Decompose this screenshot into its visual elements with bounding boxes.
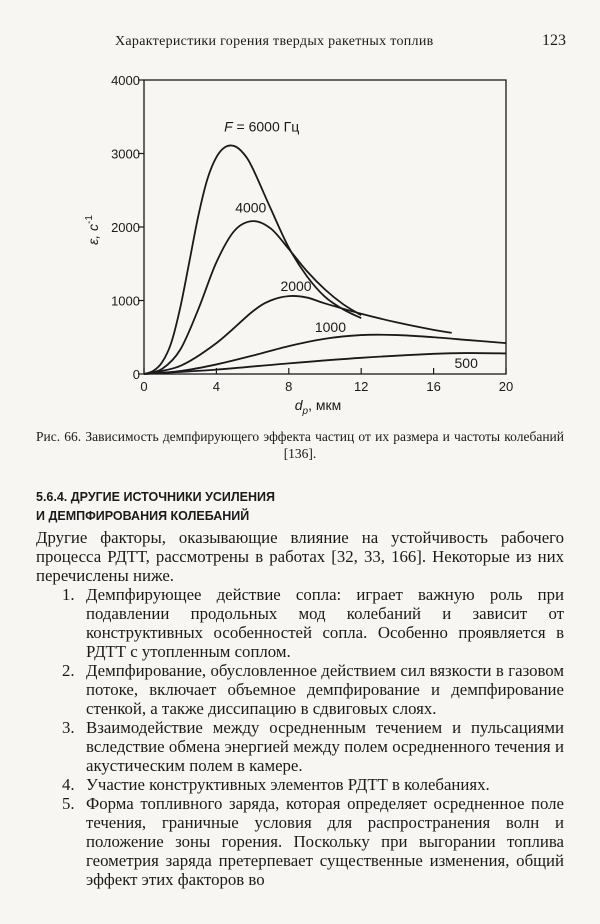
list-item-number: 4. [62,775,75,794]
list-item-number: 2. [62,661,75,680]
list-item-text: Взаимодействие между осредненным течением и пульсациями вследствие обмена энергией между полем осредненного течения и акустическим полем в камере. [86,718,564,775]
section-heading-line2: И ДЕМПФИРОВАНИЯ КОЛЕБАНИЙ [36,509,250,523]
series-line [144,145,361,374]
series-labels [224,118,478,371]
series-label [224,118,299,134]
series-label-text: = 6000 Гц [232,118,300,135]
x-tick-label: 0 [140,379,148,394]
intro-paragraph: Другие факторы, оказывающие влияние на устойчивость рабочего процесса РДТТ, рассмотрены в работах [32, 33, 166]. Некоторые из них перечислены ниже. [36,528,564,585]
running-title: Характеристики горения твердых ракетных топлив [115,34,434,49]
x-axis-label-main: d [294,397,303,413]
figure-caption: Рис. 66. Зависимость демпфирующего эффекта частиц от их размера и частоты колебаний [136]. [36,429,564,461]
series-label [315,319,346,335]
x-tick-label: 8 [285,379,293,394]
list-item [36,585,564,661]
damping-chart [0,0,600,420]
list-item-text: Форма топливного заряда, которая определяет осредненное поле течения, граничные условия для распространения волн и положение зоны горения. Поскольку при выгорании топлива геометрия заряда претерпевает существенные изменения, общий эффект этих факторов во [86,794,564,889]
series-label-text: 500 [454,355,478,372]
series-label [235,199,266,215]
y-tick-label: 3000 [111,146,140,162]
x-tick-label: 4 [212,379,221,394]
list-item-text: Демпфирование, обусловленное действием сил вязкости в газовом потоке, включает объемное демпфирование и демпфирование стенкой, а также диссипацию в сдвиговых слоях. [86,661,564,718]
x-tick-label: 16 [426,379,441,394]
y-tick-label: 2000 [111,220,140,235]
factor-list [36,585,564,889]
list-item [36,661,564,718]
y-axis-label [84,215,101,245]
list-item-number: 3. [62,718,75,737]
list-item-number: 5. [62,794,75,813]
list-item [36,794,564,889]
series-label-prefix: F [224,118,233,135]
y-tick-label: 1000 [111,293,140,309]
list-item-text: Демпфирующее действие сопла: играет важную роль при подавлении продольных мод колебаний и зависит от конструктивных особенностей сопла. Особенно проявляется в РДТТ с утопленным соплом. [86,585,564,661]
y-axis-label-main: ε, с [85,223,101,245]
series-label [455,355,479,371]
series-line [144,335,506,374]
series-label-text: 4000 [235,199,267,216]
section-heading [36,488,556,526]
series-line [144,221,361,374]
list-item-number: 1. [62,585,75,604]
page-number: 123 [542,32,566,49]
y-axis-label-sup: -1 [84,215,95,224]
series-lines [144,145,506,374]
x-axis-label [295,397,342,417]
y-tick-label: 4000 [111,73,140,88]
x-axis-label-unit: , мкм [308,397,342,413]
body-text [36,528,564,889]
series-label-text: 2000 [280,277,312,294]
section-heading-line1: 5.6.4. ДРУГИЕ ИСТОЧНИКИ УСИЛЕНИЯ [36,490,276,504]
list-item-text: Участие конструктивных элементов РДТТ в колебаниях. [86,775,490,794]
x-axis-label-sub: p [302,406,309,417]
list-item [36,775,564,794]
x-axis-ticks [140,368,513,394]
series-label [280,278,311,294]
y-tick-label: 0 [132,367,140,382]
y-axis-ticks [111,73,144,382]
list-item [36,718,564,775]
x-tick-label: 20 [498,379,514,394]
series-label-text: 1000 [314,319,347,336]
x-tick-label: 12 [353,379,369,394]
